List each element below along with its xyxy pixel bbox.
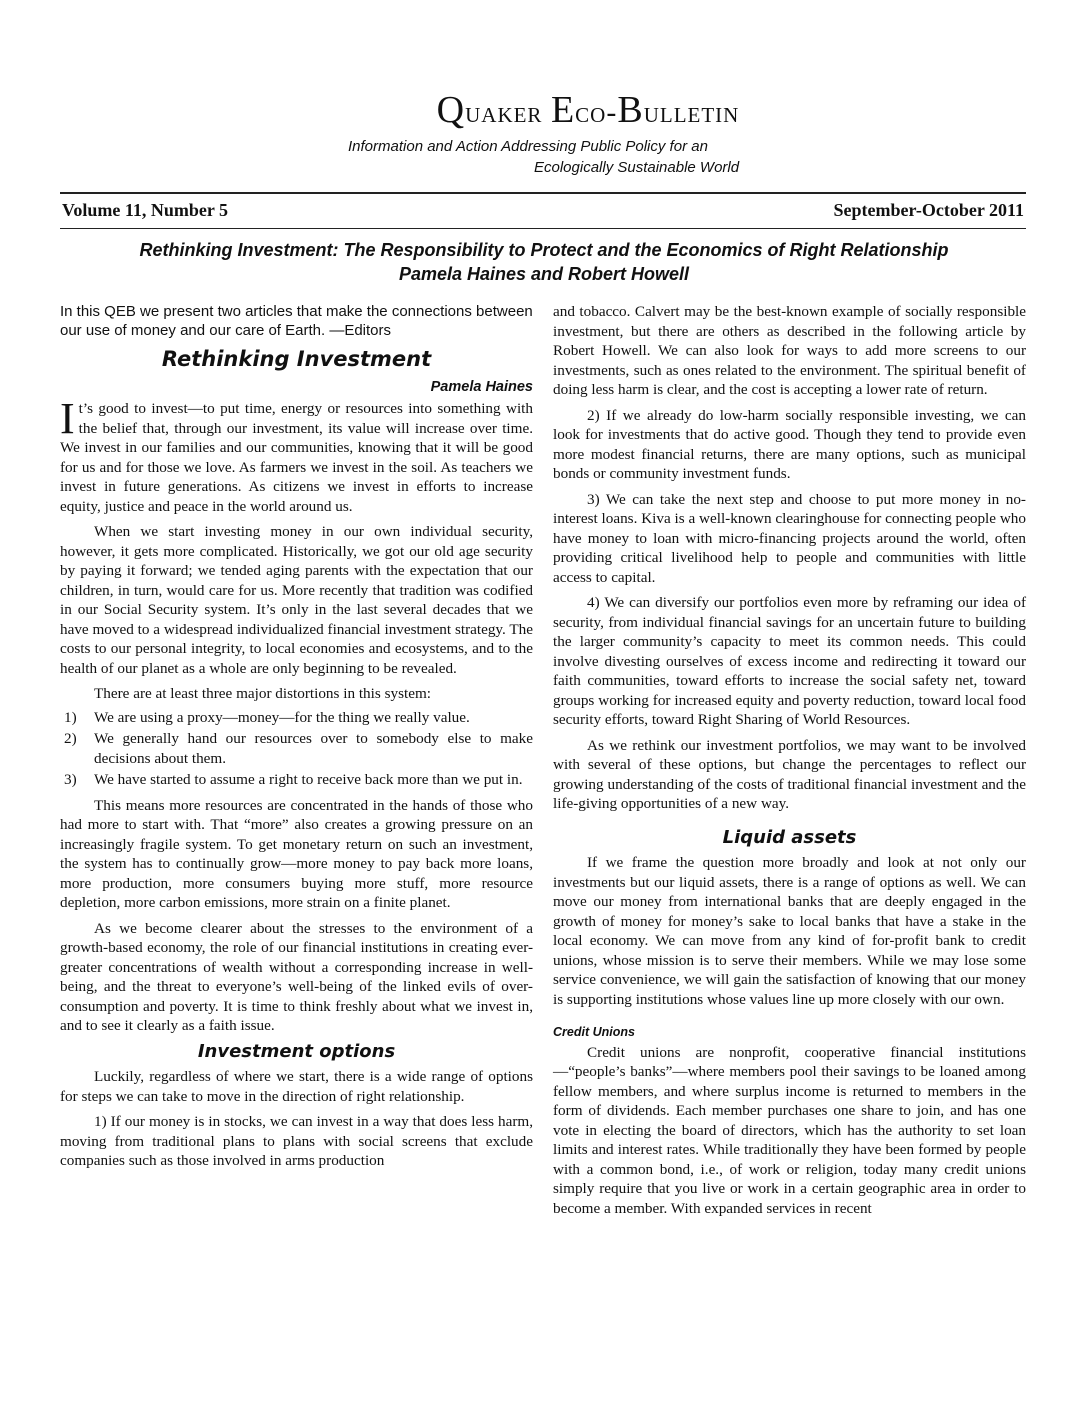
header-rule-bottom <box>60 228 1026 229</box>
paragraph-1 <box>60 394 533 516</box>
left-column <box>60 302 533 1171</box>
issue-date: September-October 2011 <box>833 200 1024 220</box>
editors-intro: In this QEB we present two articles that make the connections between our use of money and our care of Earth. —Editors <box>60 303 533 339</box>
title-part-3: ulletin <box>643 96 740 129</box>
list-text: We are using a proxy—money—for the thing we really value. <box>94 708 470 726</box>
tagline-line-1: Information and Action Addressing Public Policy for an <box>348 138 708 155</box>
title-initial-b: B <box>617 89 644 131</box>
paragraph-7: 1) If our money is in stocks, we can invest in a way that does less harm, moving from traditional plans to plans with social screens that exclude companies such as those involved in arms production <box>60 1113 533 1169</box>
paragraph-4: This means more resources are concentrated in the hands of those who had more to start with. That “more” also creates a growing pressure on an increasingly fragile system. To get monetary return on such an investment, the system has to continually grow—more money to pay back more loans, more production, more consumers buying more stuff, more resource depletion, more carbon emissions, more strain on a finite planet. <box>60 796 533 911</box>
list-text: We have started to assume a right to receive back more than we put in. <box>94 771 523 788</box>
title-initial-q: Q <box>436 89 466 131</box>
newsletter-title <box>88 88 1088 132</box>
list-item <box>60 729 533 768</box>
section-title-investment-options: Investment options <box>197 1040 396 1062</box>
list-item <box>60 708 533 728</box>
tagline <box>348 136 778 178</box>
distortions-list <box>60 708 533 790</box>
section-title-liquid-assets: Liquid assets <box>722 826 857 848</box>
paragraph-6: Luckily, regardless of where we start, there is a wide range of options for steps we can take to move in the direction of right relationship. <box>60 1068 533 1105</box>
volume-number: Volume 11, Number 5 <box>62 200 229 220</box>
title-part-1: uaker <box>465 96 551 129</box>
list-number: 1) <box>64 708 77 726</box>
title-initial-e: E <box>550 89 576 131</box>
masthead <box>0 88 1088 132</box>
section-title-rethinking: Rethinking Investment <box>161 347 432 371</box>
list-text: We generally hand our resources over to somebody else to make decisions about them. <box>94 730 533 767</box>
right-column <box>553 302 1026 1218</box>
paragraph-r6: If we frame the question more broadly and look at not only our investments but our liquid assets, there is a range of options as well. We can move our money from international banks that are deeply engaged in the growth of money for money’s sake to local banks that have a stake in the local economy. We can move from any kind of for-profit bank to credit unions, whose mission is to serve their members. While we may lose some service convenience, we will gain the satisfaction of knowing that our money is supporting institutions whose values line up more closely with our own. <box>553 854 1026 1008</box>
headline <box>40 238 1048 286</box>
subhead-credit-unions: Credit Unions <box>553 1025 635 1039</box>
list-number: 2) <box>64 730 77 747</box>
tagline-line-2: Ecologically Sustainable World <box>534 159 740 176</box>
list-item <box>60 770 533 790</box>
paragraph-r7: Credit unions are nonprofit, cooperative financial institutions—“people’s banks”—where members pool their savings to be loaned among fellow members, and where surplus income is returned to members in the form of dividends. Each member purchases one share to join, and has one vote in electing the board of directors, which has the authority to set loan limits and interest rates. While traditionally they have been formed by people with a common bond, i.e., of work or religion, today many credit unions simply require that you live or work in a certain geographic area in order to become a member. With expanded services in recent <box>553 1043 1026 1217</box>
title-part-2: co- <box>575 96 618 129</box>
paragraph-r4: 4) We can diversify our portfolios even more by reframing our idea of security, from individual financial savings for an uncertain future to building the larger community’s capacity to meet its common needs. This could involve divesting ourselves of excess income and redirecting it toward our faith communities, toward efforts to increase the social safety net, toward groups working for increased equity and poverty reduction, toward local food security efforts, toward Right Sharing of World Resources. <box>553 594 1026 728</box>
list-number: 3) <box>64 771 77 788</box>
paragraph-r5: As we rethink our investment portfolios, we may want to be involved with several of these options, but change the percentages to reflect our growing understanding of the costs of traditional financial investment and the life-giving opportunities of a new way. <box>553 736 1026 812</box>
drop-cap: I <box>60 394 75 443</box>
paragraph-2: When we start investing money in our own individual security, however, it gets more complicated. Historically, we got our old age security by paying it forward; we tended aging parents with the expectation that our children, in turn, would care for us. More recently that tradition was codified in our Social Security system. It’s only in the last several decades that we have moved to a widespread individualized financial investment strategy. The costs to our personal integrity, to local economies and ecosystems, and to the health of our planet as a whole are only beginning to be revealed. <box>60 523 533 677</box>
paragraph-r1: and tobacco. Calvert may be the best-known example of socially responsible investment, but there are others as described in the following article by Robert Howell. We can also look for ways to add more screens to our investments, such as ones related to the environment. The spiritual benefit of doing less harm is clear, and the cost is accepting a lower rate of return. <box>553 303 1026 398</box>
paragraph-3: There are at least three major distortions in this system: <box>94 685 431 702</box>
paragraph-r3: 3) We can take the next step and choose to put more money in no-interest loans. Kiva is a well-known clearinghouse for connecting people who have money to loan with micro-financing projects around the world, often providing critical livelihood help to people and communities with little access to capital. <box>553 490 1026 586</box>
header-rule-top <box>60 192 1026 194</box>
headline-authors: Pamela Haines and Robert Howell <box>398 264 690 284</box>
paragraph-5: As we become clearer about the stresses to the environment of a growth-based economy, the role of our financial institutions in creating ever-greater concentrations of wealth without a corresponding increase in well-being, and the threat to everyone’s well-being of the linked evils of over-consumption and poverty. It is time to think freshly about what we invest in, and to see it clearly as a faith issue. <box>60 919 533 1034</box>
article-author: Pamela Haines <box>430 378 533 395</box>
paragraph-r2: 2) If we already do low-harm socially responsible investing, we can look for investments that do active good. Though they tend to provide even more modest financial returns, there are many options, such as municipal bonds or community investment funds. <box>553 406 1026 482</box>
headline-title: Rethinking Investment: The Responsibility to Protect and the Economics of Right Relationship <box>139 240 949 260</box>
paragraph-1-text: t’s good to invest—to put time, energy or resources into something with the belief that, through our investment, its value will increase over time. We invest in our families and our communities, knowing that it will be good for us and for those we love. As farmers we invest in the soil. As teachers we invest in future generations. As citizens we invest in efforts to increase equity, justice and peace in the world around us. <box>60 400 533 515</box>
